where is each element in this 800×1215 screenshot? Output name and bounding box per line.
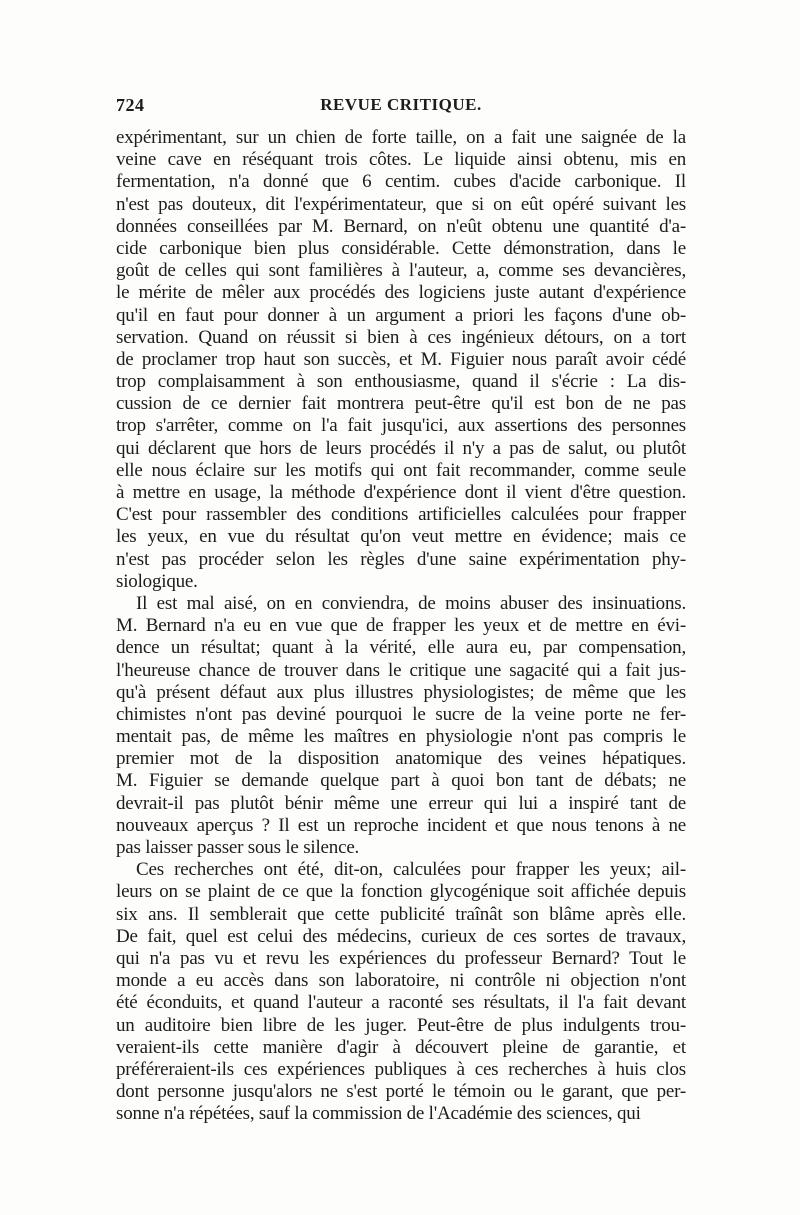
page-number: 724 — [116, 95, 145, 115]
text-line: n'est pas douteux, dit l'expérimentateur, que si on eût opéré suivant les — [116, 193, 686, 215]
text-line: qu'il en faut pour donner à un argument a priori les façons d'une ob- — [116, 304, 686, 326]
text-line: De fait, quel est celui des médecins, curieux de ces sortes de travaux, — [116, 925, 686, 947]
paragraph — [116, 859, 686, 1125]
text-line: six ans. Il semblerait que cette publicité traînât son blâme après elle. — [116, 903, 686, 925]
text-line: expérimentant, sur un chien de forte taille, on a fait une saignée de la — [116, 127, 686, 148]
text-line: cide carbonique bien plus considérable. Cette démonstration, dans le — [116, 237, 686, 259]
text-line: goût de celles qui sont familières à l'auteur, a, comme ses devancières, — [116, 260, 686, 282]
text-line: siologique. — [116, 570, 198, 592]
text-line: n'est pas procéder selon les règles d'une saine expérimentation phy- — [116, 548, 686, 570]
text-line: dont personne jusqu'alors ne s'est porté le témoin ou le garant, que per- — [116, 1081, 686, 1103]
text-line: les yeux, en vue du résultat qu'on veut mettre en évidence; mais ce — [116, 526, 686, 548]
text-line: veraient-ils cette manière d'agir à découvert pleine de garantie, et — [116, 1036, 686, 1058]
body-text — [116, 127, 686, 1125]
text-line: chimistes n'ont pas deviné pourquoi le sucre de la veine porte ne fer- — [116, 703, 686, 725]
text-line: trop s'arrêter, comme on l'a fait jusqu'ici, aux assertions des personnes — [116, 415, 686, 437]
text-line: qui déclarent que hors de leurs procédés il n'y a pas de salut, ou plutôt — [116, 437, 686, 459]
running-header — [116, 95, 686, 121]
text-line: nouveaux aperçus ? Il est un reproche incident et que nous tenons à ne — [116, 814, 686, 836]
text-line: cussion de ce dernier fait montrera peut-être qu'il est bon de ne pas — [116, 393, 686, 415]
text-line: à mettre en usage, la méthode d'expérience dont il vient d'être question. — [116, 482, 686, 503]
text-line: M. Bernard n'a eu en vue que de frapper les yeux et de mettre en évi- — [116, 615, 686, 637]
text-line: l'heureuse chance de trouver dans le critique une sagacité qui a fait jus- — [116, 659, 686, 681]
text-line: elle nous éclaire sur les motifs qui ont fait recommander, comme seule — [116, 459, 686, 481]
text-line: un auditoire bien libre de les juger. Peut-être de plus indulgents trou- — [116, 1014, 686, 1036]
text-line: M. Figuier se demande quelque part à quoi bon tant de débats; ne — [116, 770, 686, 792]
text-line: sonne n'a répétées, sauf la commission de l'Académie des sciences, qui — [116, 1103, 641, 1125]
text-line: trop complaisamment à son enthousiasme, quand il s'écrie : La dis- — [116, 371, 686, 393]
text-line: été éconduits, et quand l'auteur a raconté ses résultats, il l'a fait devant — [116, 992, 686, 1014]
running-title: REVUE CRITIQUE. — [320, 95, 482, 114]
text-line: monde a eu accès dans son laboratoire, ni contrôle ni objection n'ont — [116, 970, 686, 992]
text-line: le mérite de mêler aux procédés des logiciens juste autant d'expérience — [116, 282, 686, 304]
text-line: mentait pas, de même les maîtres en physiologie n'ont pas compris le — [116, 726, 686, 748]
text-line: veine cave en réséquant trois côtes. Le liquide ainsi obtenu, mis en — [116, 149, 686, 171]
text-line: Il est mal aisé, on en conviendra, de moins abuser des insinuations. — [136, 592, 686, 614]
text-line: C'est pour rassembler des conditions artificielles calculées pour frapper — [116, 504, 686, 526]
text-line: fermentation, n'a donné que 6 centim. cubes d'acide carbonique. Il — [116, 171, 686, 193]
text-line: servation. Quand on réussit si bien à ces ingénieux détours, on a tort — [116, 326, 686, 348]
text-line: dence un résultat; quant à la vérité, elle aura eu, par compensation, — [116, 637, 686, 659]
text-line: devrait-il pas plutôt bénir même une erreur qui lui a inspiré tant de — [116, 792, 686, 814]
text-line: qui n'a pas vu et revu les expériences du professeur Bernard? Tout le — [116, 947, 686, 969]
text-line: de proclamer trop haut son succès, et M. Figuier nous paraît avoir cédé — [116, 348, 686, 370]
text-line: préféreraient-ils ces expériences publiques à ces recherches à huis clos — [116, 1058, 686, 1080]
text-line: qu'à présent défaut aux plus illustres physiologistes; de même que les — [116, 681, 686, 703]
paragraph — [116, 127, 686, 593]
paragraph — [116, 593, 686, 859]
text-line: données conseillées par M. Bernard, on n'eût obtenu une quantité d'a- — [116, 215, 686, 237]
text-line: premier mot de la disposition anatomique des veines hépatiques. — [116, 748, 686, 770]
text-line: leurs on se plaint de ce que la fonction glycogénique soit affichée depuis — [116, 881, 686, 903]
text-line: Ces recherches ont été, dit-on, calculées pour frapper les yeux; ail- — [136, 859, 686, 881]
text-line: pas laisser passer sous le silence. — [116, 837, 360, 858]
